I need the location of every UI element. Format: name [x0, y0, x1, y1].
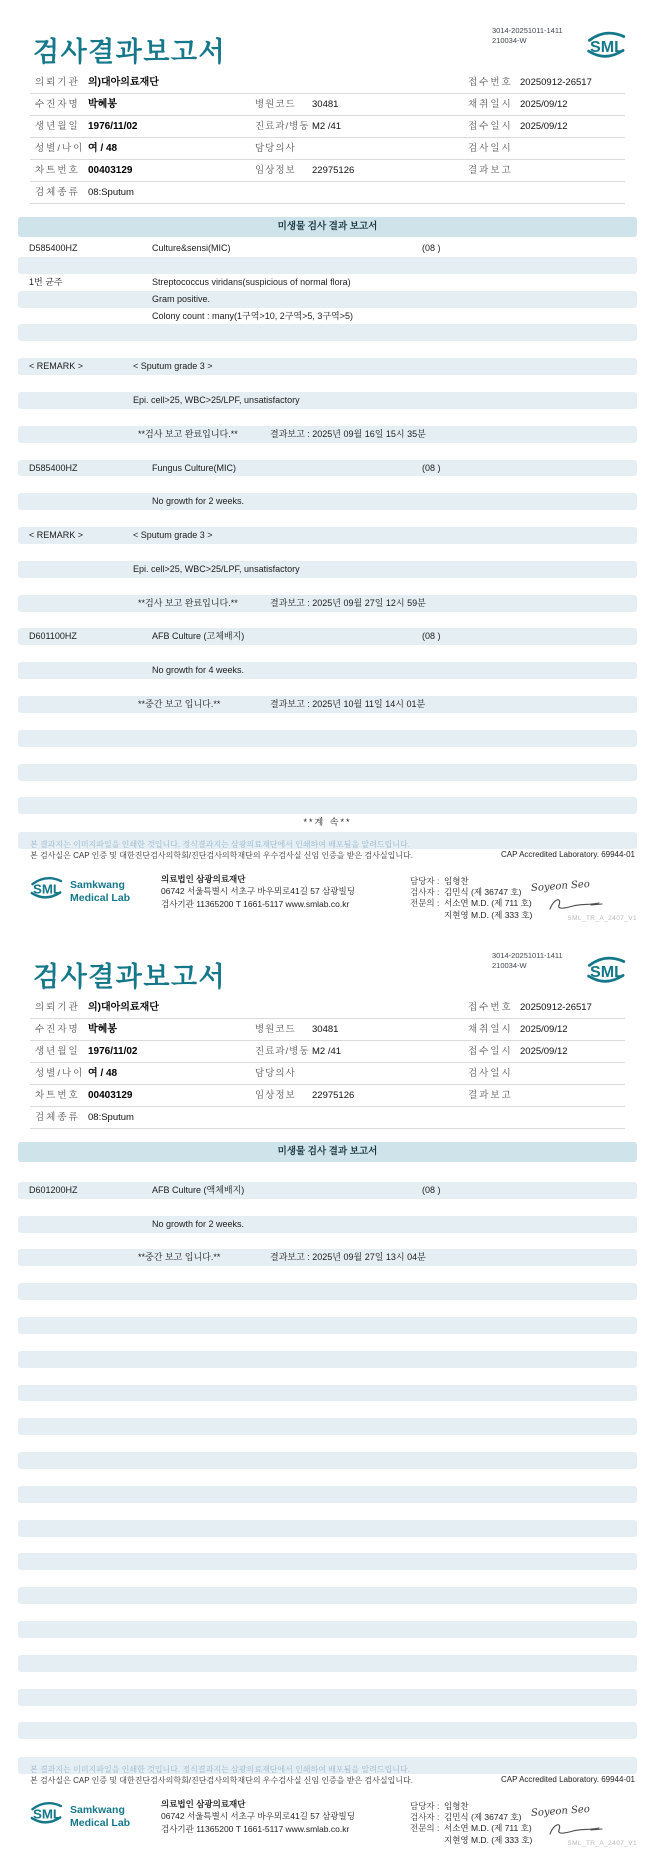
staff-name: 임형찬 [444, 1801, 469, 1811]
patient-field-label: 진료과/병동 [255, 1046, 310, 1057]
result-row [18, 308, 637, 325]
result-text: No growth for 4 weeks. [152, 665, 245, 676]
form-version: SML_TR_A_2407_V1 [567, 1840, 637, 1847]
patient-field-value: 22975126 [312, 1090, 355, 1101]
result-row [18, 1300, 637, 1317]
result-row [18, 1334, 637, 1351]
result-row [18, 1469, 637, 1486]
report-datetime: 결과보고 : 2025년 09월 16일 15시 35분 [270, 428, 426, 439]
report-status: **중간 보고 입니다.** [138, 1252, 221, 1263]
result-row [18, 1672, 637, 1689]
company-address: 06742 서울특별시 서초구 바우뫼로41길 57 삼광빌딩 [161, 1811, 355, 1822]
result-row [18, 443, 637, 460]
result-row [18, 324, 637, 341]
patient-field-value: 00403129 [88, 1090, 133, 1101]
result-row [18, 1621, 637, 1638]
test-code: D585400HZ [29, 243, 78, 253]
patient-field-label: 임상정보 [255, 165, 296, 176]
patient-field-label: 수진자명 [35, 1024, 80, 1035]
result-row [18, 1368, 637, 1385]
patient-field-label: 검체종류 [35, 187, 80, 198]
signature-text: Soyeon Seo [530, 878, 591, 895]
company-name: 의료법인 삼광의료재단 [161, 874, 246, 884]
patient-info-row [30, 1063, 625, 1085]
page-title: 검사결과보고서 [33, 962, 227, 992]
document-code [492, 26, 563, 45]
staff-role-label: 전문의 : [410, 1823, 440, 1834]
form-version: SML_TR_A_2407_V1 [567, 915, 637, 922]
result-row [18, 628, 637, 645]
result-row [18, 1266, 637, 1283]
footer-disclaimer-2: 본 검사실은 CAP 인증 및 대한진단검사의학회/진단검사의학재단의 우수검사실 신임 인증을 받은 검사실입니다. [30, 1776, 414, 1785]
result-row [18, 578, 637, 595]
patient-field-value: 22975126 [312, 165, 355, 176]
remark-text: < Sputum grade 3 > [133, 530, 213, 541]
result-row [18, 645, 637, 662]
sml-logo-text: SML [590, 962, 624, 981]
result-text: Epi. cell>25, WBC>25/LPF, unsatisfactory [133, 395, 300, 406]
test-code: D585400HZ [29, 462, 78, 473]
patient-field-label: 검사일시 [468, 143, 513, 154]
report-status: **검사 보고 완료입니다.** [138, 428, 238, 439]
patient-field-label: 의뢰기관 [35, 1002, 80, 1013]
company-name: 의료법인 삼광의료재단 [161, 1799, 246, 1809]
result-row [18, 1233, 637, 1250]
result-row [18, 1216, 637, 1233]
patient-field-label: 접수번호 [468, 1002, 513, 1013]
result-row [18, 696, 637, 713]
footer-staff-list [410, 1801, 532, 1846]
footer-lab-name [70, 879, 130, 904]
result-row [18, 595, 637, 612]
result-row [18, 392, 637, 409]
test-specimen-code: (08 ) [422, 462, 441, 473]
patient-field-value: 여 / 48 [88, 143, 118, 154]
footer-sml-logo-text: SML [32, 881, 62, 897]
patient-info-row [30, 1085, 625, 1107]
result-row [18, 1604, 637, 1621]
patient-field-value: 1976/11/02 [88, 121, 138, 132]
patient-field-label: 접수일시 [468, 1046, 513, 1057]
test-specimen-code: (08 ) [422, 631, 441, 642]
cap-accreditation: CAP Accredited Laboratory. 69944-01 [500, 850, 635, 859]
company-address: 06742 서울특별시 서초구 바우뫼로41길 57 삼광빌딩 [161, 886, 355, 897]
staff-row [410, 1835, 532, 1846]
patient-field-label: 담당의사 [255, 143, 296, 154]
patient-field-label: 검체종류 [35, 1112, 80, 1123]
cap-accreditation: CAP Accredited Laboratory. 69944-01 [500, 1775, 635, 1784]
staff-row [410, 1823, 532, 1834]
patient-field-label: 차트번호 [35, 165, 80, 176]
result-row [18, 409, 637, 426]
result-row [18, 612, 637, 629]
footer-company-info [161, 873, 355, 910]
result-text: No growth for 2 weeks. [152, 496, 245, 507]
result-row [18, 1638, 637, 1655]
footer-disclaimer-1: 본 결과지는 이미지파일을 인쇄한 것입니다. 정식결과지는 삼광의료재단에서 인쇄하여 배포됨을 알려드립니다. [30, 1765, 410, 1774]
result-row [18, 1570, 637, 1587]
patient-field-value: 2025/09/12 [520, 1046, 568, 1057]
sml-logo [584, 26, 630, 69]
result-row [18, 1418, 637, 1435]
patient-field-label: 담당의사 [255, 1068, 296, 1079]
report-status: **중간 보고 입니다.** [138, 699, 221, 710]
result-row [18, 358, 637, 375]
result-row [18, 1587, 637, 1604]
patient-field-label: 결과보고 [468, 165, 513, 176]
signature-text: Soyeon Seo [530, 1803, 591, 1820]
report-status: **검사 보고 완료입니다.** [138, 597, 238, 608]
sml-logo [584, 951, 630, 994]
patient-field-value: 2025/09/12 [520, 1024, 568, 1035]
staff-row [410, 1801, 532, 1812]
patient-field-value: 박혜봉 [88, 1024, 117, 1035]
patient-field-label: 의뢰기관 [35, 77, 80, 88]
test-code: D601100HZ [29, 631, 77, 642]
result-row [18, 1706, 637, 1723]
patient-field-label: 접수일시 [468, 121, 513, 132]
result-row [18, 460, 637, 477]
result-row [18, 730, 637, 747]
result-row [18, 510, 637, 527]
result-row [18, 493, 637, 510]
result-row [18, 1165, 637, 1182]
test-name: AFB Culture (고체배지) [152, 631, 245, 642]
result-row [18, 1655, 637, 1672]
result-row [18, 544, 637, 561]
staff-name: 서소연 M.D. (제 711 호) [444, 1823, 532, 1834]
remark-label: < REMARK > [29, 530, 84, 541]
result-row [18, 1553, 637, 1570]
result-text: Colony count : many(1구역>10, 2구역>5, 3구역>5) [152, 310, 354, 321]
patient-field-label: 수진자명 [35, 99, 80, 110]
continued-marker: **계 속** [303, 817, 352, 828]
result-row [18, 561, 637, 578]
staff-name: 지현영 M.D. (제 333 호) [444, 1834, 533, 1845]
result-row [18, 426, 637, 443]
result-row [18, 1317, 637, 1334]
test-name: AFB Culture (액체배지) [152, 1184, 245, 1195]
staff-role-label: 담당자 : [410, 1801, 440, 1811]
page-title: 검사결과보고서 [33, 37, 227, 67]
patient-field-value: 08:Sputum [88, 1112, 134, 1123]
patient-field-value: 의)대아의료재단 [88, 77, 159, 88]
result-row [18, 1503, 637, 1520]
footer-sml-logo [28, 1797, 66, 1834]
document-code-line2: 210034-W [492, 35, 527, 45]
patient-field-label: 결과보고 [468, 1090, 513, 1101]
sml-logo-text: SML [590, 37, 624, 56]
result-row [18, 291, 637, 308]
result-text: No growth for 2 weeks. [152, 1218, 245, 1229]
result-row [18, 1689, 637, 1706]
patient-field-value: 08:Sputum [88, 187, 134, 198]
patient-field-label: 채취일시 [468, 1024, 513, 1035]
patient-field-label: 임상정보 [255, 1090, 296, 1101]
footer-sml-logo-text: SML [32, 1806, 62, 1822]
footer-lab-name-line1: Samkwang [70, 879, 125, 891]
strain-result: Streptococcus viridans(suspicious of normal flora) [152, 276, 351, 287]
patient-field-value: 박혜봉 [88, 99, 117, 110]
result-row [18, 1351, 637, 1368]
document-code [492, 951, 563, 970]
patient-field-value: 30481 [312, 99, 339, 110]
result-row [18, 527, 637, 544]
result-row [18, 341, 637, 358]
test-code: D601200HZ [29, 1184, 78, 1195]
patient-info-row [30, 1041, 625, 1063]
footer-lab-name-line2: Medical Lab [70, 1816, 131, 1829]
patient-info-row [30, 116, 625, 138]
staff-role-label: 담당자 : [410, 876, 440, 886]
result-row [18, 1486, 637, 1503]
patient-info-row [30, 72, 625, 94]
result-text: Epi. cell>25, WBC>25/LPF, unsatisfactory [133, 563, 300, 574]
result-row [18, 476, 637, 493]
patient-field-value: M2 /41 [312, 121, 342, 132]
footer-disclaimer-2: 본 검사실은 CAP 인증 및 대한진단검사의학회/진단검사의학재단의 우수검사실 신임 인증을 받은 검사실입니다. [30, 851, 414, 860]
patient-info-table [30, 72, 625, 204]
patient-info-row [30, 1107, 625, 1129]
strain-number: 1번 균주 [29, 276, 63, 287]
patient-field-value: 2025/09/12 [520, 121, 568, 132]
result-row [18, 274, 637, 291]
document-code-line2: 210034-W [492, 960, 527, 970]
staff-row [410, 898, 532, 909]
staff-name: 김민식 (제 36747 호) [444, 887, 522, 898]
report-page-2 [0, 925, 655, 1850]
company-contact: 검사기관 11365200 T 1661-5117 www.smlab.co.kr [161, 1823, 350, 1834]
staff-row [410, 876, 532, 887]
staff-name: 김민식 (제 36747 호) [444, 1812, 522, 1823]
result-row [18, 1401, 637, 1418]
company-contact: 검사기관 11365200 T 1661-5117 www.smlab.co.kr [161, 898, 350, 909]
patient-field-value: 여 / 48 [88, 1068, 118, 1079]
patient-field-label: 검사일시 [468, 1068, 513, 1079]
patient-info-row [30, 997, 625, 1019]
footer-staff-list [410, 876, 532, 921]
patient-field-label: 병원코드 [255, 99, 296, 110]
test-specimen-code: (08 ) [422, 1184, 441, 1195]
staff-name: 임형찬 [444, 876, 469, 886]
result-row [18, 1199, 637, 1216]
result-row [18, 1283, 637, 1300]
footer-lab-name-line2: Medical Lab [70, 891, 131, 904]
patient-field-value: 00403129 [88, 165, 133, 176]
patient-field-label: 병원코드 [255, 1024, 296, 1035]
document-code-line1: 3014-20251011-1411 [492, 951, 563, 960]
sml-logo-icon [584, 26, 630, 64]
results-table [18, 240, 637, 831]
section-header: 미생물 검사 결과 보고서 [18, 217, 637, 237]
report-datetime: 결과보고 : 2025년 09월 27일 13시 04분 [270, 1252, 426, 1263]
patient-info-row [30, 138, 625, 160]
result-row [18, 1722, 637, 1739]
section-header: 미생물 검사 결과 보고서 [18, 1142, 637, 1162]
footer-lab-name [70, 1804, 130, 1829]
result-row [18, 814, 637, 831]
test-name: Culture&sensi(MIC) [152, 243, 231, 253]
result-row [18, 679, 637, 696]
staff-row [410, 887, 532, 898]
patient-field-label: 성별/나이 [35, 1068, 85, 1079]
patient-field-label: 차트번호 [35, 1090, 80, 1101]
result-row [18, 797, 637, 814]
patient-field-value: 의)대아의료재단 [88, 1002, 159, 1013]
sml-logo-icon [584, 951, 630, 989]
patient-info-row [30, 160, 625, 182]
test-name: Fungus Culture(MIC) [152, 462, 237, 473]
result-row [18, 764, 637, 781]
remark-label: < REMARK > [29, 361, 84, 372]
test-specimen-code: (08 ) [422, 243, 441, 253]
result-row [18, 1520, 637, 1537]
result-row [18, 1537, 637, 1554]
staff-row [410, 1812, 532, 1823]
remark-text: < Sputum grade 3 > [133, 361, 213, 372]
result-row [18, 257, 637, 274]
result-row [18, 1452, 637, 1469]
result-row [18, 781, 637, 798]
patient-field-value: 30481 [312, 1024, 339, 1035]
patient-field-label: 생년월일 [35, 121, 80, 132]
result-row [18, 375, 637, 392]
staff-name: 지현영 M.D. (제 333 호) [444, 909, 533, 920]
result-row [18, 662, 637, 679]
staff-role-label: 검사자 : [410, 1812, 440, 1823]
result-row [18, 1182, 637, 1199]
patient-info-row [30, 182, 625, 204]
staff-name: 서소연 M.D. (제 711 호) [444, 898, 532, 909]
patient-field-label: 성별/나이 [35, 143, 85, 154]
report-datetime: 결과보고 : 2025년 09월 27일 12시 59분 [270, 597, 426, 608]
patient-info-row [30, 1019, 625, 1041]
patient-field-value: 1976/11/02 [88, 1046, 138, 1057]
footer-company-info [161, 1798, 355, 1835]
result-row [18, 1435, 637, 1452]
footer-disclaimer-1: 본 결과지는 이미지파일을 인쇄한 것입니다. 정식결과지는 삼광의료재단에서 인쇄하여 배포됨을 알려드립니다. [30, 840, 410, 849]
result-text: Gram positive. [152, 293, 211, 304]
patient-field-value: 2025/09/12 [520, 99, 568, 110]
patient-field-value: M2 /41 [312, 1046, 342, 1057]
document-code-line1: 3014-20251011-1411 [492, 26, 563, 35]
report-datetime: 결과보고 : 2025년 10월 11일 14시 01분 [270, 699, 426, 710]
footer-lab-name-line1: Samkwang [70, 1804, 125, 1816]
footer-sml-logo-icon [28, 1797, 66, 1829]
footer-sml-logo-icon [28, 872, 66, 904]
staff-role-label: 전문의 : [410, 898, 440, 909]
result-row [18, 240, 637, 257]
results-table [18, 1165, 637, 1739]
result-row [18, 713, 637, 730]
patient-field-label: 진료과/병동 [255, 121, 310, 132]
result-row [18, 1249, 637, 1266]
patient-info-table [30, 997, 625, 1129]
result-row [18, 747, 637, 764]
patient-field-label: 생년월일 [35, 1046, 80, 1057]
patient-field-label: 접수번호 [468, 77, 513, 88]
patient-field-label: 채취일시 [468, 99, 513, 110]
patient-info-row [30, 94, 625, 116]
result-row [18, 1385, 637, 1402]
footer-sml-logo [28, 872, 66, 909]
staff-role-label: 검사자 : [410, 887, 440, 898]
staff-row [410, 910, 532, 921]
patient-field-value: 20250912-26517 [520, 77, 592, 88]
patient-field-value: 20250912-26517 [520, 1002, 592, 1013]
